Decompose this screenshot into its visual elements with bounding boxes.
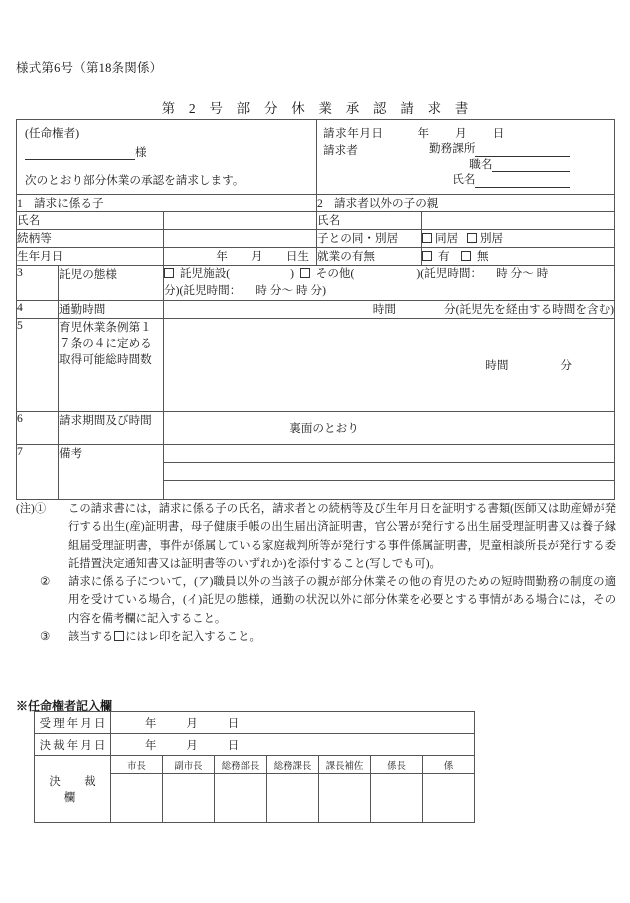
approval-sign-general-affairs-director[interactable] [215, 774, 267, 823]
workplace-label: 勤務課所 [429, 142, 476, 155]
section3-label: 託児の態様 [59, 266, 164, 301]
child-name-value[interactable] [164, 212, 317, 230]
main-form-table [16, 119, 615, 500]
child-name-label: 氏名 [17, 212, 164, 230]
approval-header-row [35, 756, 475, 774]
employed-label: 有 [437, 250, 450, 263]
section1-heading [17, 195, 317, 212]
approval-sign-section-head[interactable] [371, 774, 423, 823]
appointer-table [34, 711, 475, 823]
section6-row [17, 411, 615, 444]
section4-label: 通勤時間 [59, 300, 164, 318]
childcare-time-label-1: (託児時間： [420, 267, 483, 280]
approval-header-general-affairs-chief: 総務課長 [267, 756, 319, 774]
section5-number: 5 [17, 318, 59, 411]
section6-label: 請求期間及び時間 [59, 411, 164, 444]
employment-label: 就業の有無 [317, 248, 422, 266]
section5-row [17, 318, 615, 411]
checkbox-icon-facility[interactable] [164, 268, 174, 278]
appointer-name-blank[interactable] [25, 148, 135, 160]
note3-before: 該当する [68, 631, 114, 644]
note-item-3 [16, 628, 616, 646]
checkbox-icon-separate[interactable] [467, 233, 477, 243]
notes-section [16, 500, 616, 646]
section6-number: 6 [17, 411, 59, 444]
claimant-row [317, 141, 614, 187]
approval-sign-general-affairs-chief[interactable] [267, 774, 319, 823]
remarks-line-1[interactable] [164, 445, 614, 463]
section6-value-cell [164, 411, 615, 444]
receipt-date-label: 受理年月日 [35, 712, 111, 734]
cohabiting-label: 同居 [435, 232, 459, 245]
approval-sign-assistant-chief[interactable] [319, 774, 371, 823]
hour-label-1: 時 [496, 267, 508, 280]
commute-note: (託児先を経由する時間を含む) [455, 302, 615, 316]
name-field[interactable] [429, 172, 570, 188]
header-block-row [17, 120, 615, 195]
approval-header-mayor: 市長 [111, 756, 163, 774]
approval-header-general-affairs-director: 総務部長 [215, 756, 267, 774]
appointer-label: (任命権者) [25, 127, 80, 140]
day-label: 日 [492, 127, 505, 140]
approval-date-row [35, 734, 475, 756]
relationship-label: 続柄等 [17, 230, 164, 248]
approval-header-section-head: 係長 [371, 756, 423, 774]
name-blank[interactable] [475, 176, 570, 188]
note-text-1: この請求書には，請求に係る子の氏名，請求者との続柄等及び生年月日を証明する書類(医師又は助産婦が発行する出生(産)証明書，母子健康手帳の出生届出済証明書，官公署が発行する出生届受理証明書又は養子縁組届受理証明書，事件が係属している家庭裁判所等が発行する事件係属証明書，児童相談所長が発行する委託措置決定通知書又は証明書等のいずれか)を添付すること(写しでも可)。 [68, 503, 616, 570]
other-label: その他( [315, 267, 355, 280]
position-blank[interactable] [492, 160, 570, 172]
section3-number: 3 [17, 266, 59, 301]
childcare-time-label-2: (託児時間： [179, 283, 242, 297]
approval-sign-deputy-mayor[interactable] [163, 774, 215, 823]
minute-label-2: 分 [310, 283, 323, 297]
section7-label: 備考 [59, 444, 164, 499]
minute-label-1: 分 [164, 283, 176, 297]
section4-value[interactable] [164, 300, 615, 318]
appointer-honorific: 様 [135, 146, 147, 159]
section2-heading [317, 195, 615, 212]
section1-number: 1 [17, 197, 23, 210]
not-employed-label: 無 [477, 250, 489, 263]
month-label: 月 [455, 127, 467, 140]
commute-hour-unit: 時間 [372, 302, 396, 316]
checkbox-icon-not-employed[interactable] [461, 251, 471, 261]
claimant-fields [429, 141, 570, 188]
hour-label-4: 時 [295, 283, 308, 297]
document-title: 第 2 号 部 分 休 業 承 認 請 求 書 [161, 101, 474, 116]
other-close: ) [416, 267, 421, 280]
approval-date-label: 決裁年月日 [35, 734, 111, 756]
note-item-1 [16, 500, 616, 573]
section7-value-cell [164, 444, 615, 499]
relationship-row [17, 230, 615, 248]
request-date-row [317, 120, 614, 141]
section3-row [17, 266, 615, 301]
approval-month: 月 [186, 739, 198, 752]
claimant-cell [317, 120, 615, 195]
paren-close-1: ) [175, 283, 180, 297]
note-text-3 [68, 628, 616, 646]
range-label-2: 分～ [269, 283, 294, 297]
paren-close-2: ) [322, 283, 326, 297]
note3-after: にはレ印を記入すること。 [125, 631, 261, 644]
checkbox-icon-other[interactable] [300, 268, 310, 278]
section4-number: 4 [17, 300, 59, 318]
employment-options [422, 248, 615, 266]
receipt-year: 年 [145, 717, 157, 730]
birthdate-value[interactable]: 年 月 日生 [164, 248, 317, 266]
birthdate-label: 生年月日 [17, 248, 164, 266]
note-item-2 [16, 573, 616, 628]
facility-close: ) [290, 267, 295, 280]
year-label: 年 [417, 127, 430, 140]
note-text-2: 請求に係る子について，(ア)職員以外の当該子の親が部分休業その他の育児のための短時間勤務の制度の適用を受けている場合，(イ)託児の態様，通勤の状況以外に部分休業を必要とする事情がある場合には，その内容を備考欄に記入すること。 [68, 576, 616, 625]
remarks-line-3[interactable] [164, 481, 614, 499]
checkbox-icon-cohabiting[interactable] [422, 233, 432, 243]
approval-day: 日 [227, 739, 240, 752]
section7-number: 7 [17, 444, 59, 499]
approval-column-label: 決 裁 欄 [35, 756, 111, 823]
cohabitation-label: 子との同・別居 [317, 230, 422, 248]
birthdate-row [17, 248, 615, 266]
approval-date-value[interactable] [111, 734, 475, 756]
name-row [17, 212, 615, 230]
receipt-month: 月 [186, 717, 198, 730]
receipt-date-value[interactable] [111, 712, 475, 734]
section5-label: 育児休業条例第１７条の４に定める取得可能総時間数 [59, 318, 164, 411]
claimant-label: 請求者 [323, 144, 358, 157]
name-label: 氏名 [452, 173, 476, 187]
section5-value[interactable] [164, 318, 615, 411]
approval-header-staff: 係 [423, 756, 475, 774]
approval-header-assistant-chief: 課長補佐 [319, 756, 371, 774]
note-marker-2: ② [40, 576, 51, 589]
section2-number: 2 [317, 197, 323, 210]
range-label-1: 分～ [510, 267, 534, 280]
facility-label: 託児施設( [179, 267, 231, 280]
remarks-line-2[interactable] [164, 463, 614, 481]
remarks-lines [164, 445, 614, 499]
approval-sign-staff[interactable] [423, 774, 475, 823]
form-number: 様式第6号（第18条関係） [16, 61, 163, 75]
hour-label-3: 時 [255, 283, 267, 297]
section2-title: 請求者以外の子の親 [334, 197, 439, 210]
separate-label: 別居 [479, 232, 504, 245]
checkbox-icon-note [114, 631, 124, 641]
checkbox-icon-employed[interactable] [422, 251, 432, 261]
section7-row [17, 444, 615, 499]
workplace-blank[interactable] [475, 145, 570, 157]
approval-year: 年 [145, 739, 157, 752]
section-heading-row [17, 195, 615, 212]
receipt-day: 日 [227, 717, 240, 730]
relationship-value[interactable] [164, 230, 317, 248]
section4-row [17, 300, 615, 318]
other-parent-name-value[interactable] [422, 212, 615, 230]
request-sentence: 次のとおり部分休業の承認を請求します。 [25, 174, 245, 187]
receipt-date-row [35, 712, 475, 734]
appointer-name-field[interactable] [17, 141, 316, 160]
cohabitation-options [422, 230, 615, 248]
position-label: 職名 [469, 157, 493, 171]
approval-header-deputy-mayor: 副市長 [163, 756, 215, 774]
note-marker-3: ③ [40, 631, 51, 644]
appointer-section-title: ※任命権者記入欄 [16, 699, 113, 713]
note-marker-1: (注)① [16, 503, 47, 515]
position-field[interactable] [429, 157, 570, 173]
section1-title: 請求に係る子 [34, 197, 104, 210]
commute-minute-unit: 分 [443, 302, 456, 316]
workplace-field[interactable] [429, 141, 570, 157]
other-parent-name-label: 氏名 [317, 212, 422, 230]
total-hour-unit: 時間 [485, 358, 509, 372]
section3-value[interactable] [164, 266, 615, 301]
section6-value: 裏面のとおり [289, 421, 359, 435]
request-date-label: 請求年月日 [323, 127, 384, 140]
total-minute-unit: 分 [560, 358, 573, 372]
appointer-cell [17, 120, 317, 195]
hour-label-2: 時 [536, 267, 549, 280]
